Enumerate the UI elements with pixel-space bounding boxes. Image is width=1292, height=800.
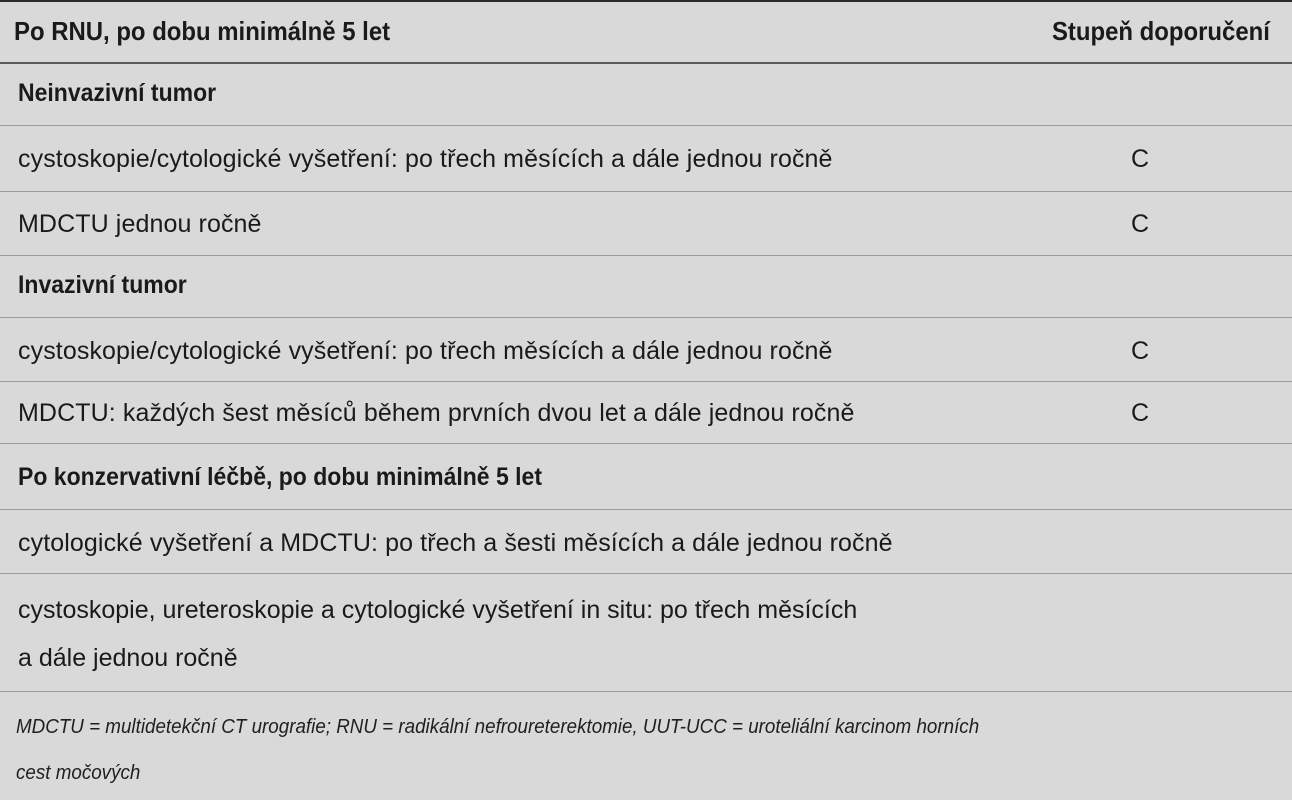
- section-title: Invazivní tumor: [18, 271, 187, 299]
- table-footnote: [16, 704, 1210, 796]
- table-row: [0, 318, 1292, 382]
- recommendation-text-line: a dále jednou ročně: [18, 644, 238, 672]
- grade-value: C: [1130, 337, 1150, 365]
- table-header-row: [0, 2, 1292, 64]
- section-row: [0, 256, 1292, 318]
- recommendation-text-line: cystoskopie, ureteroskopie a cytologické vyšetření in situ: po třech měsících: [18, 596, 858, 624]
- recommendation-text: MDCTU: každých šest měsíců během prvních dvou let a dále jednou ročně: [18, 399, 855, 427]
- footnote-line: cest močových: [16, 762, 141, 784]
- grade-value: C: [1130, 145, 1150, 173]
- recommendation-text: cystoskopie/cytologické vyšetření: po třech měsících a dále jednou ročně: [18, 337, 833, 365]
- table-row: [0, 510, 1292, 574]
- section-row: [0, 64, 1292, 126]
- header-grade-column: Stupeň doporučení: [1052, 16, 1270, 46]
- recommendation-text: cytologické vyšetření a MDCTU: po třech a šesti měsících a dále jednou ročně: [18, 529, 893, 557]
- grade-value: C: [1130, 399, 1150, 427]
- table-row: [0, 382, 1292, 444]
- section-row: [0, 444, 1292, 510]
- recommendation-text: MDCTU jednou ročně: [18, 210, 262, 238]
- recommendation-text: cystoskopie/cytologické vyšetření: po třech měsících a dále jednou ročně: [18, 145, 833, 173]
- table-row: [0, 574, 1292, 692]
- recommendation-text-multiline: [18, 586, 857, 682]
- header-title: Po RNU, po dobu minimálně 5 let: [14, 16, 391, 46]
- section-title: Neinvazivní tumor: [18, 79, 217, 107]
- section-title: Po konzervativní léčbě, po dobu minimálně 5 let: [18, 463, 543, 491]
- table-row: [0, 192, 1292, 256]
- table-row: [0, 126, 1292, 192]
- grade-value: C: [1130, 210, 1150, 238]
- footnote-line: MDCTU = multidetekční CT urografie; RNU = radikální nefroureterektomie, UUT-UCC = uroteliální karcinom horních: [16, 716, 980, 738]
